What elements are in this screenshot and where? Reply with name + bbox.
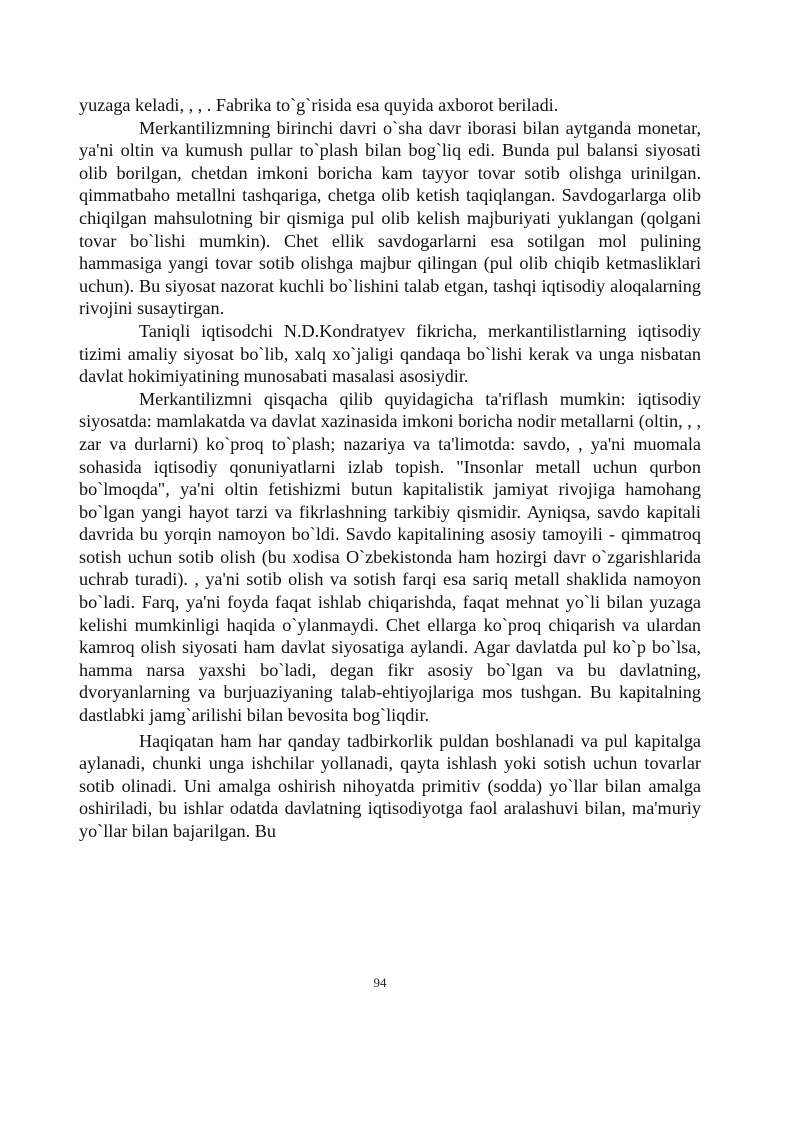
paragraph-entrepreneurship: Haqiqatan ham har qanday tadbirkorlik puldan boshlanadi va pul kapitalga aylanadi, chunki unga ishchilar yollanadi, qayta ishlash yoki sotish uchun tovarlar sotib olinadi. Uni amalga oshirish nihoyatda primitiv (sodda) yo`llar bilan amalga oshiriladi, bu ishlar odatda davlatning iqtisodiyotga faol aralashuvi bilan, ma'muriy yo`llar bilan bajarilgan. Bu (79, 730, 701, 841)
paragraph-mercantilism-first-period: Merkantilizmning birinchi davri o`sha davr iborasi bilan aytganda monetar, ya'ni oltin va kumush pullar to`plash bilan bog`liq edi. Bunda pul balansi siyosati olib borilgan, chetdan imkoni boricha kam tayyor tovar sotib olishga urinilgan. qimmatbaho metallni tashqariga, chetga olib ketish taqiqlangan. Savdogarlarga olib chiqilgan mahsulotning bir qismiga pul olib kelish majburiyati yuklangan (qolgani tovar bo`lishi mumkin). Chet ellik savdogarlarni esa sotilgan mol pulining hammasiga yangi tovar sotib olishga majbur qilingan (pul olib chiqib ketmasliklari uchun). Bu siyosat nazorat kuchli bo`lishini talab etgan, tashqi iqtisodiy aloqalarning rivojini susaytirgan. (79, 117, 701, 319)
paragraph-kondratyev: Taniqli iqtisodchi N.D.Kondratyev fikricha, merkantilistlarning iqtisodiy tizimi amaliy siyosat bo`lib, xalq xo`jaligi qandaqa bo`lishi kerak va unga nisbatan davlat hokimiyatining munosabati masalasi asosiydir. (79, 320, 701, 387)
document-body (79, 94, 701, 843)
paragraph-mercantilism-definition: Merkantilizmni qisqacha qilib quyidagicha ta'riflash mumkin: iqtisodiy siyosatda: mamlakatda va davlat xazinasida imkoni boricha nodir metallarni (oltin, , , zar va durlarni) ko`proq to`plash; nazariya va ta'limotda: savdo, , ya'ni muomala sohasida iqtisodiy qonuniyatlarni izlab topish. "Insonlar metall uchun qurbon bo`lmoqda", ya'ni oltin fetishizmi butun kapitalistik jamiyat rivojiga hamohang bo`lgan yangi hayot tarzi va fikrlashning tarkibiy qismidir. Ayniqsa, savdo kapitali davrida bu yorqin namoyon bo`ldi. Savdo kapitalining asosiy tamoyili - qimmatroq sotish uchun sotib olish (bu xodisa O`zbekistonda ham hozirgi davr o`zgarishlarida uchrab turadi). , ya'ni sotib olish va sotish farqi esa sariq metall shaklida namoyon bo`ladi. Farq, ya'ni foyda faqat ishlab chiqarishda, faqat mehnat yo`li bilan yuzaga kelishi mumkinligi haqida o`ylanmaydi. Chet ellarga ko`proq chiqarish va ulardan kamroq olish siyosati ham davlat siyosatiga aylandi. Agar davlatda pul ko`p bo`lsa, hamma narsa yaxshi bo`ladi, degan fikr asosiy bo`lgan va bu davlatning, dvoryanlarning va burjuaziyaning talab-ehtiyojlariga mos tushgan. Bu kapitalning dastlabki jamg`arilishi bilan bevosita bog`liqdir. (79, 388, 701, 726)
page-number: 94 (373, 975, 387, 990)
paragraph-continuation: yuzaga keladi, , , . Fabrika to`g`risida esa quyida axborot beriladi. (79, 95, 559, 115)
